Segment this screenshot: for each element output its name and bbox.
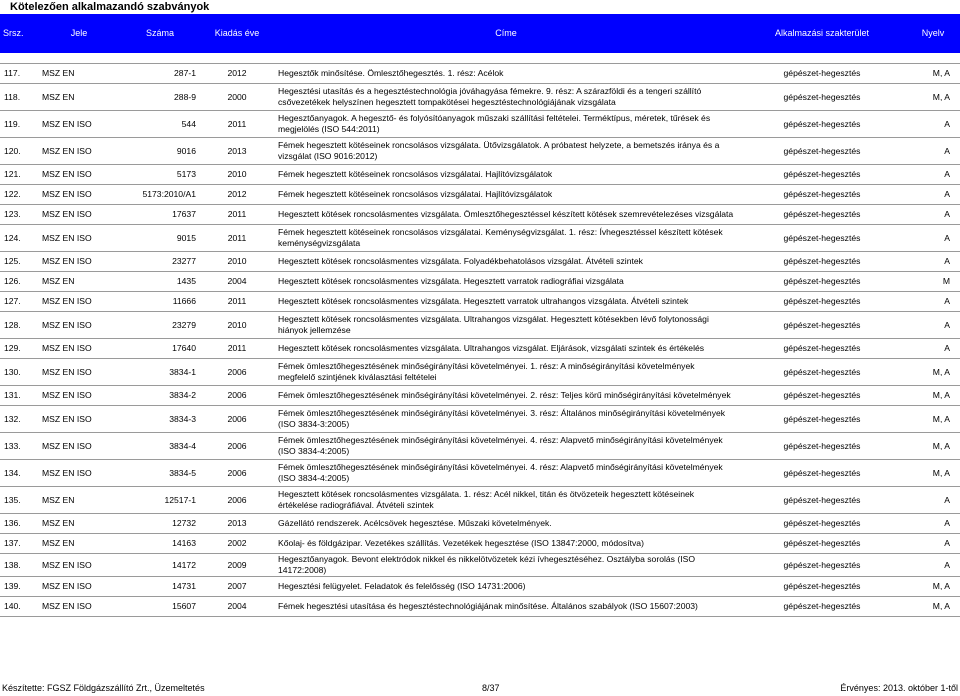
issue-year: 2004 bbox=[200, 272, 274, 292]
language: A bbox=[906, 487, 960, 514]
standard-prefix: MSZ EN ISO bbox=[38, 225, 120, 252]
issue-year: 2010 bbox=[200, 252, 274, 272]
row-number: 117. bbox=[0, 64, 38, 84]
row-number: 127. bbox=[0, 292, 38, 312]
issue-year: 2012 bbox=[200, 64, 274, 84]
standard-prefix: MSZ EN ISO bbox=[38, 205, 120, 225]
issue-year: 2012 bbox=[200, 185, 274, 205]
standard-number: 17637 bbox=[120, 205, 200, 225]
col-header-alkalmazasi-szakterulet: Alkalmazási szakterület bbox=[738, 14, 906, 53]
standard-number: 5173:2010/A1 bbox=[120, 185, 200, 205]
row-number: 128. bbox=[0, 312, 38, 339]
issue-year: 2009 bbox=[200, 554, 274, 577]
standard-number: 3834-5 bbox=[120, 460, 200, 487]
standard-prefix: MSZ EN ISO bbox=[38, 386, 120, 406]
standard-title: Fémek ömlesztőhegesztésének minőségirányítási követelményei. 2. rész: Teljes körű minőségirányítási követelmények bbox=[274, 386, 738, 406]
table-row bbox=[0, 292, 960, 312]
language: A bbox=[906, 534, 960, 554]
header-spacer bbox=[0, 53, 960, 64]
application-area: gépészet-hegesztés bbox=[738, 487, 906, 514]
standard-title: Hegesztett kötések roncsolásmentes vizsgálata. Ultrahangos vizsgálat. Eljárások, vizsgálati szintek és értékelés bbox=[274, 339, 738, 359]
standard-prefix: MSZ EN ISO bbox=[38, 312, 120, 339]
issue-year: 2000 bbox=[200, 84, 274, 111]
language: M, A bbox=[906, 460, 960, 487]
table-row bbox=[0, 359, 960, 386]
issue-year: 2011 bbox=[200, 225, 274, 252]
language: M, A bbox=[906, 577, 960, 597]
standard-title: Hegesztők minősítése. Ömlesztőhegesztés. 1. rész: Acélok bbox=[274, 64, 738, 84]
col-header-nyelv: Nyelv bbox=[906, 14, 960, 53]
issue-year: 2006 bbox=[200, 359, 274, 386]
issue-year: 2010 bbox=[200, 165, 274, 185]
language: M, A bbox=[906, 406, 960, 433]
application-area: gépészet-hegesztés bbox=[738, 406, 906, 433]
row-number: 119. bbox=[0, 111, 38, 138]
table-row bbox=[0, 111, 960, 138]
standard-number: 3834-4 bbox=[120, 433, 200, 460]
standard-title: Hegesztett kötések roncsolásmentes vizsgálata. Hegesztett varratok ultrahangos vizsgálata. Átvételi szintek bbox=[274, 292, 738, 312]
language: A bbox=[906, 514, 960, 534]
table-row bbox=[0, 386, 960, 406]
standards-table bbox=[0, 14, 960, 617]
standard-number: 9016 bbox=[120, 138, 200, 165]
language: A bbox=[906, 292, 960, 312]
table-row bbox=[0, 534, 960, 554]
language: A bbox=[906, 252, 960, 272]
language: M, A bbox=[906, 84, 960, 111]
issue-year: 2011 bbox=[200, 292, 274, 312]
table-row bbox=[0, 577, 960, 597]
standard-title: Gázellátó rendszerek. Acélcsövek hegesztése. Műszaki követelmények. bbox=[274, 514, 738, 534]
standard-title: Hegesztési felügyelet. Feladatok és felelősség (ISO 14731:2006) bbox=[274, 577, 738, 597]
row-number: 132. bbox=[0, 406, 38, 433]
application-area: gépészet-hegesztés bbox=[738, 359, 906, 386]
issue-year: 2011 bbox=[200, 205, 274, 225]
standard-prefix: MSZ EN bbox=[38, 84, 120, 111]
issue-year: 2006 bbox=[200, 386, 274, 406]
application-area: gépészet-hegesztés bbox=[738, 64, 906, 84]
standard-prefix: MSZ EN ISO bbox=[38, 554, 120, 577]
table-row bbox=[0, 487, 960, 514]
application-area: gépészet-hegesztés bbox=[738, 205, 906, 225]
col-header-cime: Címe bbox=[274, 14, 738, 53]
table-row bbox=[0, 460, 960, 487]
standard-title: Hegesztett kötések roncsolásmentes vizsgálata. Ultrahangos vizsgálat. Hegesztett kötésekben lévő folytonossági hiányok jellemzése bbox=[274, 312, 738, 339]
issue-year: 2004 bbox=[200, 597, 274, 617]
page-footer bbox=[0, 680, 960, 696]
footer-valid-from: Érvényes: 2013. október 1-től bbox=[840, 683, 958, 693]
issue-year: 2006 bbox=[200, 406, 274, 433]
row-number: 120. bbox=[0, 138, 38, 165]
table-row bbox=[0, 165, 960, 185]
standard-title: Hegesztett kötések roncsolásmentes vizsgálata. 1. rész: Acél nikkel, titán és ötvözeteik hegesztett kötéseinek értékelése radiográfiával. Átvételi szintek bbox=[274, 487, 738, 514]
standard-prefix: MSZ EN ISO bbox=[38, 252, 120, 272]
standard-number: 287-1 bbox=[120, 64, 200, 84]
issue-year: 2006 bbox=[200, 460, 274, 487]
standard-prefix: MSZ EN bbox=[38, 272, 120, 292]
language: M, A bbox=[906, 433, 960, 460]
application-area: gépészet-hegesztés bbox=[738, 165, 906, 185]
standard-title: Fémek hegesztett kötéseinek roncsolásos vizsgálatai. Keménységvizsgálat. 1. rész: Ívhegesztéssel készített kötések keménységvizsgálata bbox=[274, 225, 738, 252]
table-row bbox=[0, 514, 960, 534]
language: A bbox=[906, 554, 960, 577]
standard-title: Fémek ömlesztőhegesztésének minőségirányítási követelményei. 4. rész: Alapvető minőségirányítási követelmények (ISO 3834-4:2005) bbox=[274, 433, 738, 460]
application-area: gépészet-hegesztés bbox=[738, 292, 906, 312]
standard-prefix: MSZ EN ISO bbox=[38, 185, 120, 205]
issue-year: 2007 bbox=[200, 577, 274, 597]
standard-number: 544 bbox=[120, 111, 200, 138]
issue-year: 2010 bbox=[200, 312, 274, 339]
table-row bbox=[0, 272, 960, 292]
standard-prefix: MSZ EN ISO bbox=[38, 339, 120, 359]
standard-prefix: MSZ EN ISO bbox=[38, 292, 120, 312]
table-row bbox=[0, 225, 960, 252]
language: M, A bbox=[906, 359, 960, 386]
table-row bbox=[0, 312, 960, 339]
language: M, A bbox=[906, 386, 960, 406]
application-area: gépészet-hegesztés bbox=[738, 597, 906, 617]
table-row bbox=[0, 597, 960, 617]
language: A bbox=[906, 138, 960, 165]
standard-title: Hegesztett kötések roncsolásmentes vizsgálata. Hegesztett varratok radiográfiai vizsgálata bbox=[274, 272, 738, 292]
issue-year: 2006 bbox=[200, 487, 274, 514]
application-area: gépészet-hegesztés bbox=[738, 185, 906, 205]
standard-number: 14731 bbox=[120, 577, 200, 597]
standard-prefix: MSZ EN bbox=[38, 514, 120, 534]
language: A bbox=[906, 185, 960, 205]
standard-number: 12517-1 bbox=[120, 487, 200, 514]
col-header-jele: Jele bbox=[38, 14, 120, 53]
table-row bbox=[0, 406, 960, 433]
table-row bbox=[0, 138, 960, 165]
standard-title: Hegesztőanyagok. A hegesztő- és folyósítóanyagok műszaki szállítási feltételei. Terméktípus, méretek, tűrések és megjelölés (ISO 544:2011) bbox=[274, 111, 738, 138]
standard-number: 15607 bbox=[120, 597, 200, 617]
standard-prefix: MSZ EN ISO bbox=[38, 406, 120, 433]
application-area: gépészet-hegesztés bbox=[738, 577, 906, 597]
row-number: 118. bbox=[0, 84, 38, 111]
standard-title: Hegesztett kötések roncsolásmentes vizsgálata. Ömlesztőhegesztéssel készített kötések szemrevételezéses vizsgálata bbox=[274, 205, 738, 225]
standard-title: Fémek ömlesztőhegesztésének minőségirányítási követelményei. 4. rész: Alapvető minőségirányítási követelmények (ISO 3834-4:2005) bbox=[274, 460, 738, 487]
language: M, A bbox=[906, 64, 960, 84]
standard-prefix: MSZ EN ISO bbox=[38, 460, 120, 487]
row-number: 139. bbox=[0, 577, 38, 597]
col-header-kiadas-eve: Kiadás éve bbox=[200, 14, 274, 53]
standard-number: 1435 bbox=[120, 272, 200, 292]
issue-year: 2013 bbox=[200, 514, 274, 534]
table-row bbox=[0, 185, 960, 205]
row-number: 133. bbox=[0, 433, 38, 460]
standard-number: 9015 bbox=[120, 225, 200, 252]
table-row bbox=[0, 84, 960, 111]
language: A bbox=[906, 225, 960, 252]
table-row bbox=[0, 205, 960, 225]
language: A bbox=[906, 165, 960, 185]
standard-prefix: MSZ EN ISO bbox=[38, 577, 120, 597]
standard-number: 3834-1 bbox=[120, 359, 200, 386]
standard-title: Fémek hegesztett kötéseinek roncsolásos vizsgálatai. Hajlítóvizsgálatok bbox=[274, 165, 738, 185]
standard-number: 17640 bbox=[120, 339, 200, 359]
row-number: 131. bbox=[0, 386, 38, 406]
issue-year: 2006 bbox=[200, 433, 274, 460]
standard-prefix: MSZ EN ISO bbox=[38, 433, 120, 460]
issue-year: 2002 bbox=[200, 534, 274, 554]
row-number: 140. bbox=[0, 597, 38, 617]
table-row bbox=[0, 554, 960, 577]
row-number: 138. bbox=[0, 554, 38, 577]
language: M bbox=[906, 272, 960, 292]
standard-prefix: MSZ EN ISO bbox=[38, 138, 120, 165]
standard-title: Hegesztési utasítás és a hegesztéstechnológia jóváhagyása fémekre. 9. rész: A szárazföldi és a tengeri szállító csővezetékek helyszínen hegesztett tompakötései hegesztéstechnológiájának vizsgálata bbox=[274, 84, 738, 111]
row-number: 126. bbox=[0, 272, 38, 292]
table-row bbox=[0, 64, 960, 84]
application-area: gépészet-hegesztés bbox=[738, 84, 906, 111]
standard-number: 23277 bbox=[120, 252, 200, 272]
language: A bbox=[906, 111, 960, 138]
footer-author: Készítette: FGSZ Földgázszállító Zrt., Üzemeltetés bbox=[2, 683, 205, 693]
row-number: 135. bbox=[0, 487, 38, 514]
standard-title: Fémek ömlesztőhegesztésének minőségirányítási követelményei. 3. rész: Általános minőségirányítási követelmények (ISO 3834-3:2005) bbox=[274, 406, 738, 433]
standard-number: 5173 bbox=[120, 165, 200, 185]
row-number: 129. bbox=[0, 339, 38, 359]
issue-year: 2011 bbox=[200, 111, 274, 138]
standard-number: 3834-2 bbox=[120, 386, 200, 406]
row-number: 130. bbox=[0, 359, 38, 386]
standard-title: Fémek hegesztett kötéseinek roncsolásos vizsgálata. Ütővizsgálatok. A próbatest helyzete, a bemetszés iránya és a vizsgálat (ISO 9016:2012) bbox=[274, 138, 738, 165]
application-area: gépészet-hegesztés bbox=[738, 433, 906, 460]
application-area: gépészet-hegesztés bbox=[738, 339, 906, 359]
language: A bbox=[906, 312, 960, 339]
application-area: gépészet-hegesztés bbox=[738, 534, 906, 554]
standard-title: Hegesztett kötések roncsolásmentes vizsgálata. Folyadékbehatolásos vizsgálat. Átvételi szintek bbox=[274, 252, 738, 272]
application-area: gépészet-hegesztés bbox=[738, 252, 906, 272]
standard-title: Hegesztőanyagok. Bevont elektródok nikkel és nikkelötvözetek kézi ívhegesztéséhez. Osztályba sorolás (ISO 14172:2008) bbox=[274, 554, 738, 577]
standard-number: 11666 bbox=[120, 292, 200, 312]
standard-number: 3834-3 bbox=[120, 406, 200, 433]
table-row bbox=[0, 252, 960, 272]
row-number: 137. bbox=[0, 534, 38, 554]
table-header-row bbox=[0, 14, 960, 53]
table-row bbox=[0, 433, 960, 460]
standard-prefix: MSZ EN bbox=[38, 487, 120, 514]
standard-number: 12732 bbox=[120, 514, 200, 534]
standard-number: 288-9 bbox=[120, 84, 200, 111]
application-area: gépészet-hegesztés bbox=[738, 386, 906, 406]
row-number: 122. bbox=[0, 185, 38, 205]
application-area: gépészet-hegesztés bbox=[738, 514, 906, 534]
standard-prefix: MSZ EN bbox=[38, 534, 120, 554]
issue-year: 2013 bbox=[200, 138, 274, 165]
application-area: gépészet-hegesztés bbox=[738, 225, 906, 252]
standard-title: Fémek hegesztett kötéseinek roncsolásos vizsgálatai. Hajlítóvizsgálatok bbox=[274, 185, 738, 205]
standard-title: Fémek ömlesztőhegesztésének minőségirányítási követelményei. 1. rész: A minőségirányítási követelmények megfelelő szintjének kiválasztási feltételei bbox=[274, 359, 738, 386]
standard-number: 14163 bbox=[120, 534, 200, 554]
row-number: 136. bbox=[0, 514, 38, 534]
page-title: Kötelezően alkalmazandó szabványok bbox=[0, 0, 960, 14]
col-header-srsz: Srsz. bbox=[0, 14, 38, 53]
application-area: gépészet-hegesztés bbox=[738, 138, 906, 165]
row-number: 121. bbox=[0, 165, 38, 185]
col-header-szama: Száma bbox=[120, 14, 200, 53]
standard-number: 14172 bbox=[120, 554, 200, 577]
language: A bbox=[906, 205, 960, 225]
application-area: gépészet-hegesztés bbox=[738, 460, 906, 487]
language: M, A bbox=[906, 597, 960, 617]
application-area: gépészet-hegesztés bbox=[738, 312, 906, 339]
standard-prefix: MSZ EN ISO bbox=[38, 165, 120, 185]
standard-prefix: MSZ EN ISO bbox=[38, 597, 120, 617]
row-number: 124. bbox=[0, 225, 38, 252]
language: A bbox=[906, 339, 960, 359]
application-area: gépészet-hegesztés bbox=[738, 111, 906, 138]
standard-prefix: MSZ EN bbox=[38, 64, 120, 84]
row-number: 123. bbox=[0, 205, 38, 225]
standard-title: Fémek hegesztési utasítása és hegesztéstechnológiájának minősítése. Általános szabályok (ISO 15607:2003) bbox=[274, 597, 738, 617]
row-number: 134. bbox=[0, 460, 38, 487]
application-area: gépészet-hegesztés bbox=[738, 554, 906, 577]
standard-prefix: MSZ EN ISO bbox=[38, 111, 120, 138]
footer-page-number: 8/37 bbox=[482, 683, 500, 693]
table-row bbox=[0, 339, 960, 359]
standard-prefix: MSZ EN ISO bbox=[38, 359, 120, 386]
application-area: gépészet-hegesztés bbox=[738, 272, 906, 292]
standard-number: 23279 bbox=[120, 312, 200, 339]
issue-year: 2011 bbox=[200, 339, 274, 359]
row-number: 125. bbox=[0, 252, 38, 272]
standard-title: Kőolaj- és földgázipar. Vezetékes szállítás. Vezetékek hegesztése (ISO 13847:2000, módosítva) bbox=[274, 534, 738, 554]
